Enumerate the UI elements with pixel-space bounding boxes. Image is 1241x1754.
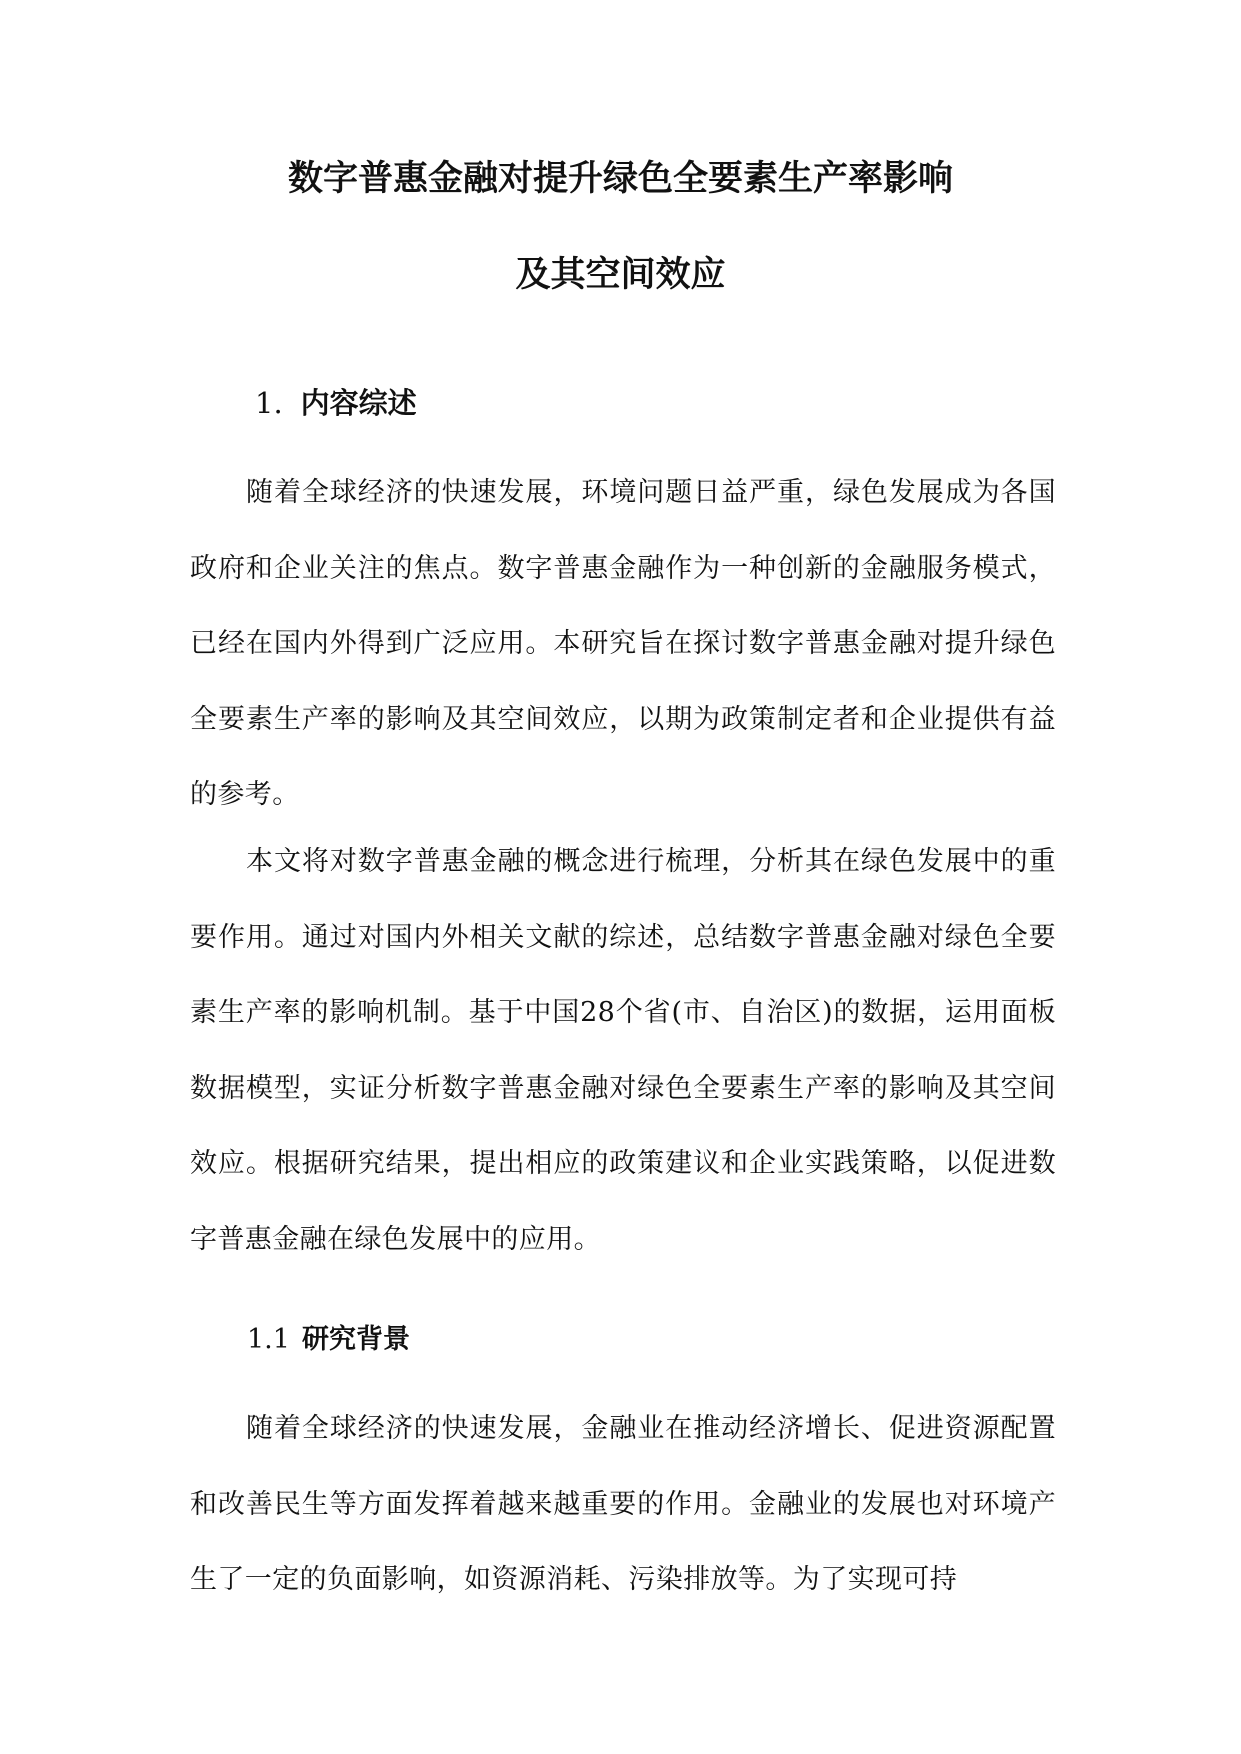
section-1-heading <box>255 384 417 422</box>
section-1-paragraph-1: 随着全球经济的快速发展，环境问题日益严重，绿色发展成为各国政府和企业关注的焦点。数字普惠金融作为一种创新的金融服务模式，已经在国内外得到广泛应用。本研究旨在探讨数字普惠金融对提升绿色全要素生产率的影响及其空间效应，以期为政策制定者和企业提供有益的参考。 <box>190 477 1056 810</box>
document-title-line-2: 及其空间效应 <box>515 255 726 295</box>
section-1-number: 1. <box>255 386 283 420</box>
section-1-1-number: 1.1 <box>247 1324 290 1355</box>
section-1-1-title: 研究背景 <box>301 1324 410 1355</box>
document-title-line-1: 数字普惠金融对提升绿色全要素生产率影响 <box>287 159 953 199</box>
section-1-1-paragraph-1: 随着全球经济的快速发展，金融业在推动经济增长、促进资源配置和改善民生等方面发挥着越来越重要的作用。金融业的发展也对环境产生了一定的负面影响，如资源消耗、污染排放等。为了实现可持 <box>190 1413 1056 1595</box>
section-1-1-heading <box>247 1322 410 1358</box>
section-1-paragraph-2: 本文将对数字普惠金融的概念进行梳理，分析其在绿色发展中的重要作用。通过对国内外相关文献的综述，总结数字普惠金融对绿色全要素生产率的影响机制。基于中国28个省(市、自治区)的数据，运用面板数据模型，实证分析数字普惠金融对绿色全要素生产率的影响及其空间效应。根据研究结果，提出相应的政策建议和企业实践策略，以促进数字普惠金融在绿色发展中的应用。 <box>190 846 1056 1255</box>
section-1-title: 内容综述 <box>300 386 417 420</box>
